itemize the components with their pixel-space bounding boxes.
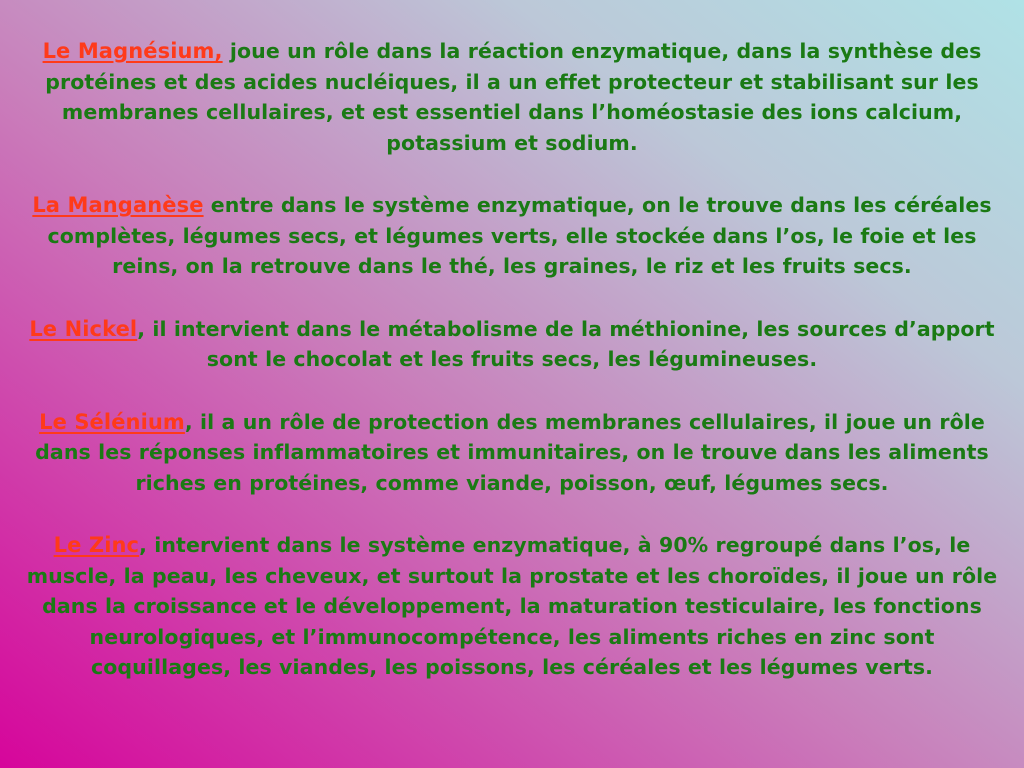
term-magnesium: Le Magnésium, xyxy=(42,39,223,63)
text-nickel: , il intervient dans le métabolisme de la méthionine, les sources d’apport sont le chocolat et les fruits secs, les légumineuses. xyxy=(137,316,995,371)
paragraph-nickel xyxy=(20,314,1004,375)
text-magnesium: joue un rôle dans la réaction enzymatique, dans la synthèse des protéines et des acides nucléiques, il a un effet protecteur et stabilisant sur les membranes cellulaires, et est essentiel dans l’homéostasie des ions calcium, potassium et sodium. xyxy=(45,39,982,155)
paragraph-selenium xyxy=(20,407,1004,499)
paragraph-manganese xyxy=(20,190,1004,282)
term-selenium: Le Sélénium xyxy=(39,409,185,434)
paragraph-zinc xyxy=(20,530,1004,683)
term-nickel: Le Nickel xyxy=(29,316,138,341)
text-manganese: entre dans le système enzymatique, on le trouve dans les céréales complètes, légumes secs, et légumes verts, elle stockée dans l’os, le foie et les reins, on la retrouve dans le thé, les graines, le riz et les fruits secs. xyxy=(47,193,992,278)
term-manganese: La Manganèse xyxy=(32,193,204,217)
text-zinc: , intervient dans le système enzymatique, à 90% regroupé dans l’os, le muscle, la peau, les cheveux, et surtout la prostate et les choroïdes, il joue un rôle dans la croissance et le développement, la maturation testiculaire, les fonctions neurologiques, et l’immunocompétence, les aliments riches en zinc sont coquillages, les viandes, les poissons, les céréales et les légumes verts. xyxy=(26,533,998,679)
text-selenium: , il a un rôle de protection des membranes cellulaires, il joue un rôle dans les réponses inflammatoires et immunitaires, on le trouve dans les aliments riches en protéines, comme viande, poisson, œuf, légumes secs. xyxy=(35,409,989,495)
term-zinc: Le Zinc xyxy=(53,533,140,557)
paragraph-magnesium xyxy=(20,36,1004,158)
